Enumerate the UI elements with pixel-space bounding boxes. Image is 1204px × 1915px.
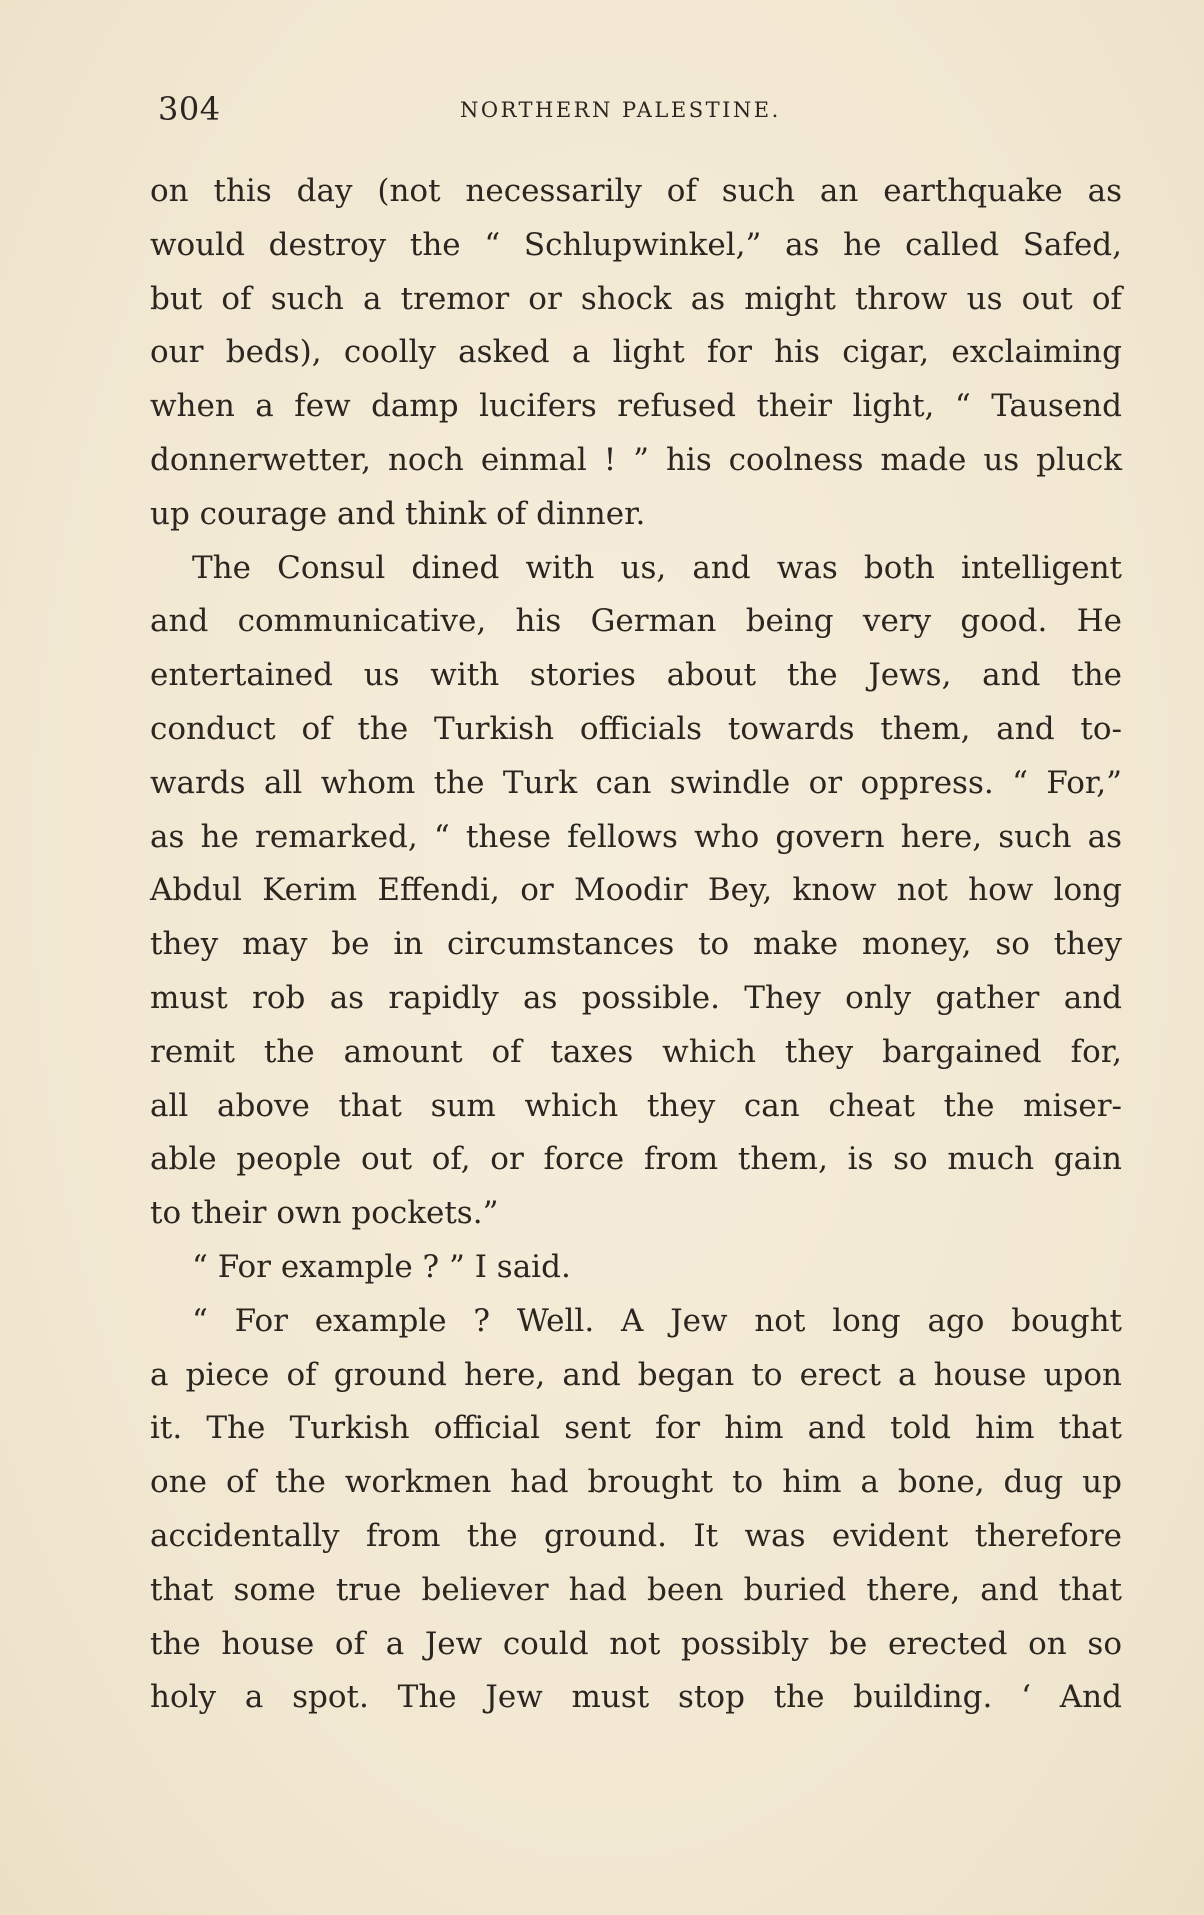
text-line: up courage and think of dinner. bbox=[150, 495, 646, 532]
running-head: NORTHERN PALESTINE. bbox=[460, 98, 781, 122]
text-line: remit the amount of taxes which they bargained for, bbox=[150, 1033, 1122, 1070]
text-line: on this day (not necessarily of such an earthquake as bbox=[150, 173, 1122, 209]
page-number: 304 bbox=[158, 90, 221, 128]
text-line: conduct of the Turkish officials towards them, and to- bbox=[150, 710, 1122, 747]
text-line: donnerwetter, noch einmal ! ” his coolness made us pluck bbox=[150, 441, 1122, 478]
text-line: when a few damp lucifers refused their light, “ Tausend bbox=[150, 388, 1122, 425]
text-line: “ For example ? ” I said. bbox=[192, 1248, 571, 1285]
text-line: Abdul Kerim Effendi, or Moodir Bey, know not how long bbox=[150, 872, 1122, 909]
paragraph bbox=[150, 542, 1122, 1241]
paragraph bbox=[150, 165, 1122, 542]
text-line: must rob as rapidly as possible. They only gather and bbox=[150, 979, 1122, 1016]
text-line: able people out of, or force from them, is so much gain bbox=[150, 1141, 1122, 1178]
text-line: a piece of ground here, and began to erect a house upon bbox=[150, 1356, 1122, 1393]
text-line: one of the workmen had brought to him a bone, dug up bbox=[150, 1464, 1122, 1501]
text-line: to their own pockets.” bbox=[150, 1195, 499, 1232]
text-line: but of such a tremor or shock as might throw us out of bbox=[150, 280, 1122, 317]
text-line: wards all whom the Turk can swindle or oppress. “ For,” bbox=[150, 764, 1122, 801]
text-line: and communicative, his German being very good. He bbox=[150, 603, 1122, 640]
text-line: would destroy the “ Schlupwinkel,” as he called Safed, bbox=[150, 226, 1122, 263]
text-line: it. The Turkish official sent for him and told him that bbox=[150, 1410, 1122, 1447]
text-line: all above that sum which they can cheat the miser- bbox=[150, 1087, 1122, 1124]
text-line: holy a spot. The Jew must stop the building. ‘ And bbox=[150, 1679, 1122, 1716]
body-text bbox=[150, 165, 1122, 1725]
paragraph bbox=[150, 1241, 1122, 1295]
text-line: entertained us with stories about the Jews, and the bbox=[150, 657, 1122, 694]
page-header bbox=[158, 90, 1118, 130]
text-line: that some true believer had been buried there, and that bbox=[150, 1571, 1122, 1608]
text-line: “ For example ? Well. A Jew not long ago bought bbox=[192, 1302, 1122, 1339]
text-line: accidentally from the ground. It was evident therefore bbox=[150, 1517, 1122, 1554]
text-line: our beds), coolly asked a light for his cigar, exclaiming bbox=[150, 334, 1122, 371]
paragraph bbox=[150, 1295, 1122, 1725]
text-line: as he remarked, “ these fellows who govern here, such as bbox=[150, 818, 1122, 855]
text-line: The Consul dined with us, and was both intelligent bbox=[192, 549, 1122, 586]
text-line: the house of a Jew could not possibly be erected on so bbox=[150, 1625, 1122, 1662]
text-line: they may be in circumstances to make money, so they bbox=[150, 926, 1122, 963]
